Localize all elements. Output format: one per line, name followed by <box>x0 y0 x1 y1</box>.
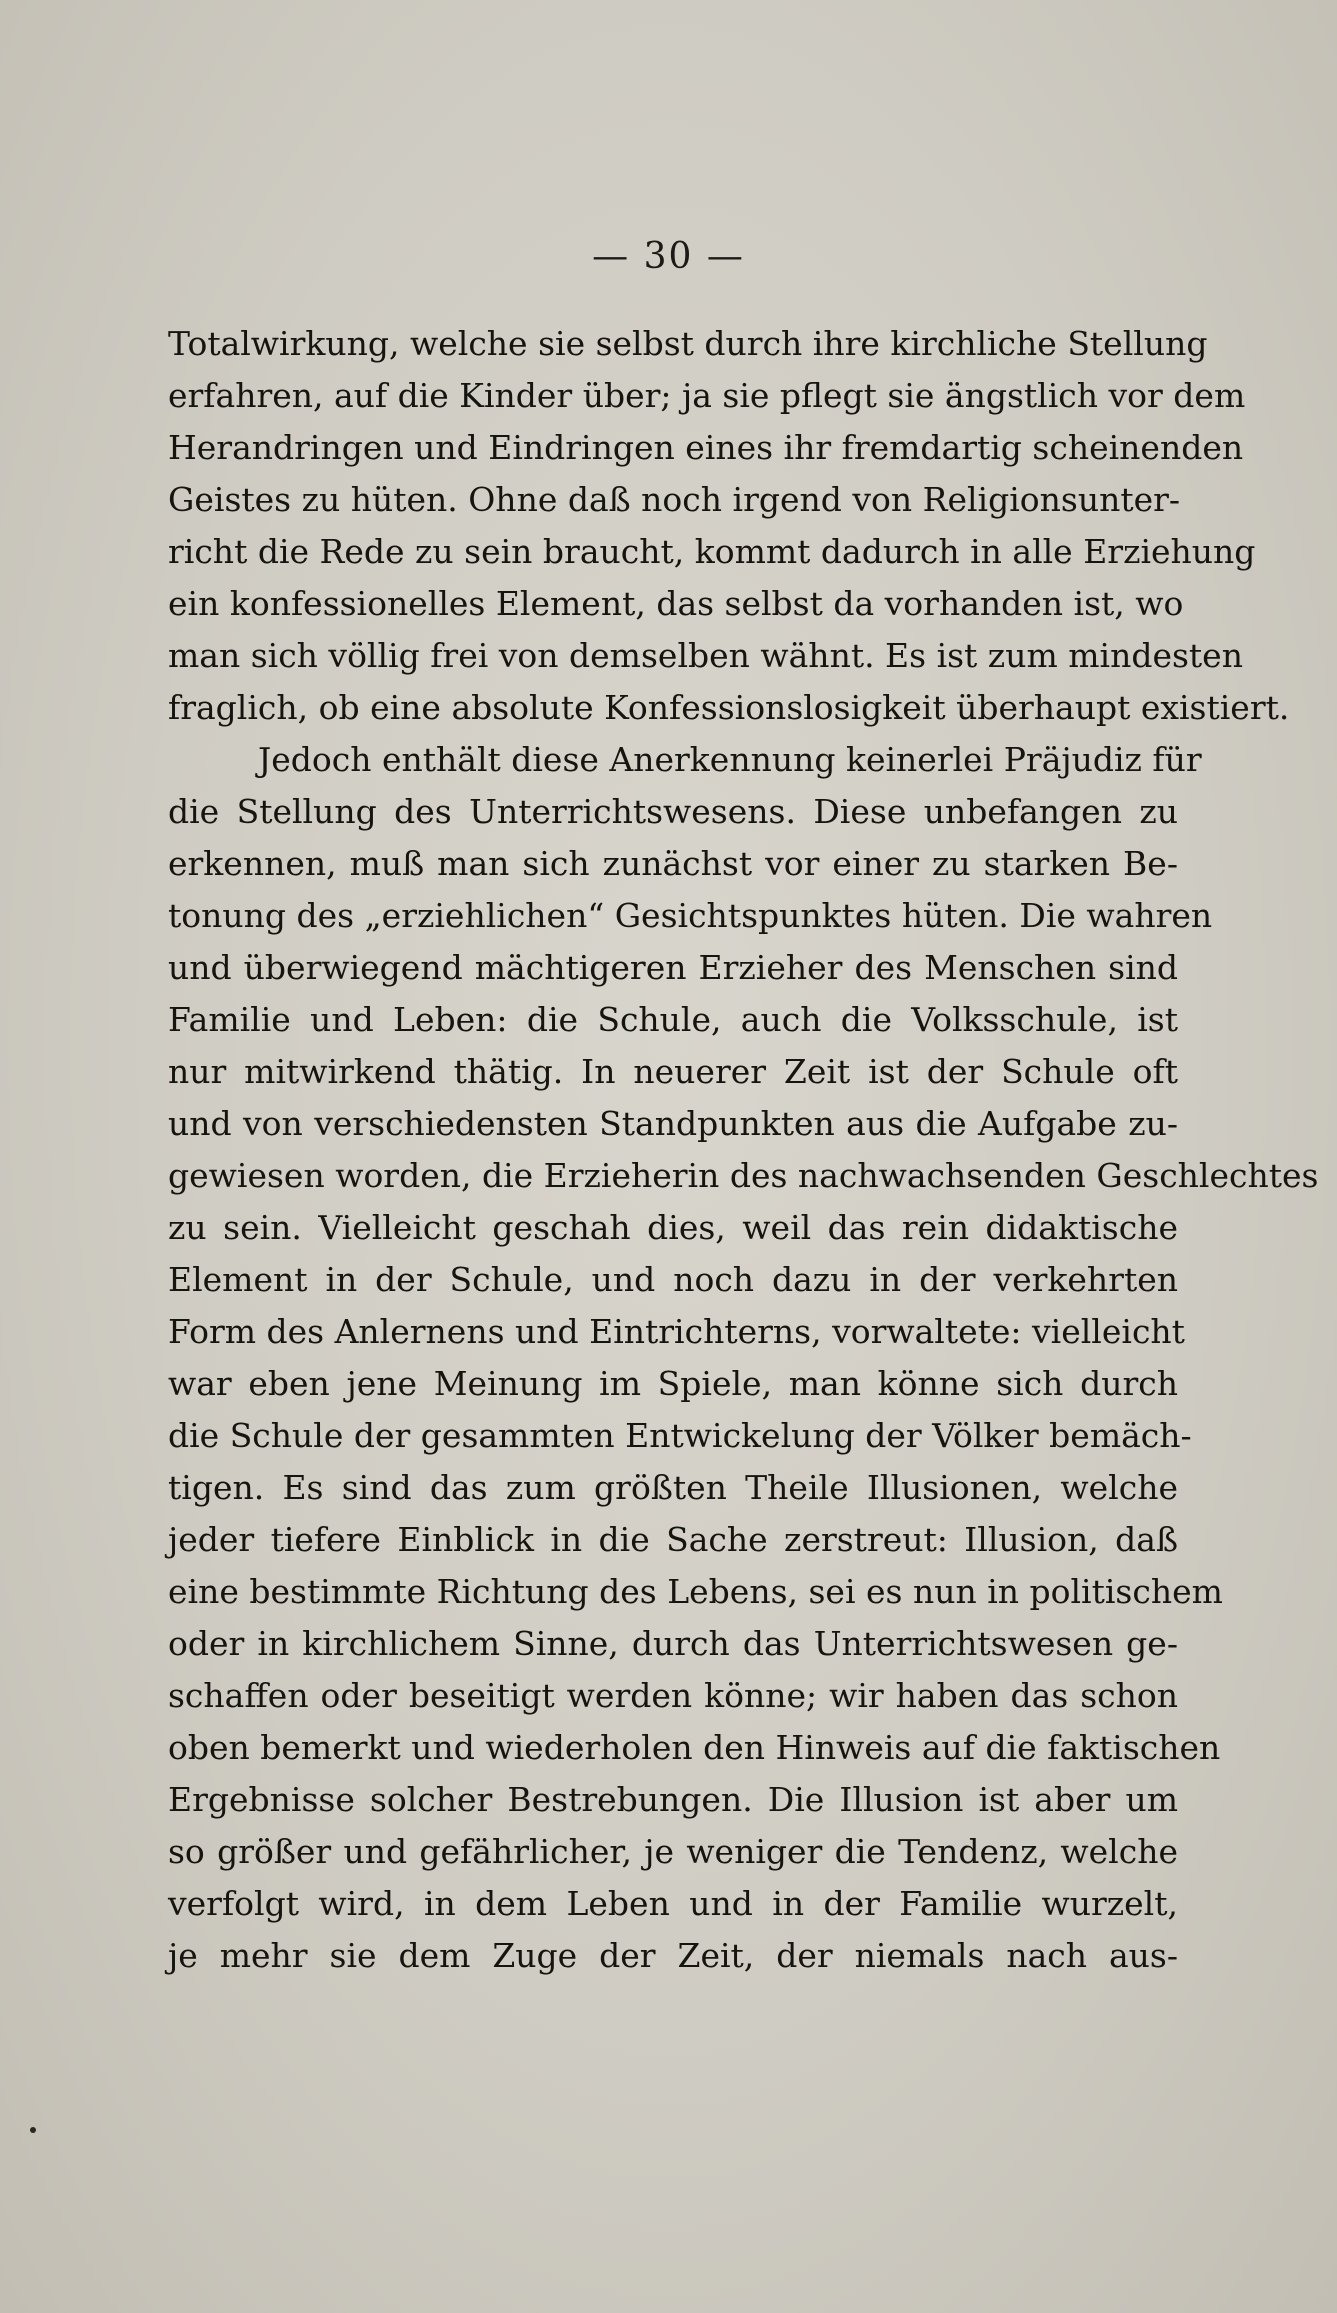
text-line: Element in der Schule, und noch dazu in der verkehrten <box>168 1260 1178 1299</box>
text-line: fraglich, ob eine absolute Konfessionslosigkeit überhaupt existiert. <box>168 688 1290 727</box>
text-line: man sich völlig frei von demselben wähnt. Es ist zum mindesten <box>168 636 1243 675</box>
text-line: Geistes zu hüten. Ohne daß noch irgend von Religionsunter- <box>168 480 1181 519</box>
text-line: tonung des „erziehlichen“ Gesichtspunktes hüten. Die wahren <box>168 896 1213 935</box>
text-line: oben bemerkt und wiederholen den Hinweis auf die faktischen <box>168 1728 1221 1767</box>
text-line: Ergebnisse solcher Bestrebungen. Die Illusion ist aber um <box>168 1780 1178 1819</box>
text-line: die Schule der gesammten Entwickelung der Völker bemäch- <box>168 1416 1192 1455</box>
text-line: verfolgt wird, in dem Leben und in der Familie wurzelt, <box>168 1884 1178 1923</box>
text-line: Herandringen und Eindringen eines ihr fremdartig scheinenden <box>168 428 1244 467</box>
text-line: war eben jene Meinung im Spiele, man könne sich durch <box>168 1364 1178 1403</box>
text-line: erfahren, auf die Kinder über; ja sie pflegt sie ängstlich vor dem <box>168 376 1246 415</box>
text-line: eine bestimmte Richtung des Lebens, sei es nun in politischem <box>168 1572 1223 1611</box>
paragraph-start-line: Jedoch enthält diese Anerkennung keinerlei Präjudiz für <box>258 740 1202 779</box>
text-line: ein konfessionelles Element, das selbst da vorhanden ist, wo <box>168 584 1184 623</box>
text-line: so größer und gefährlicher, je weniger die Tendenz, welche <box>168 1832 1178 1871</box>
text-line: jeder tiefere Einblick in die Sache zerstreut: Illusion, daß <box>168 1520 1178 1559</box>
text-line: zu sein. Vielleicht geschah dies, weil das rein didaktische <box>168 1208 1178 1247</box>
text-line: und von verschiedensten Standpunkten aus die Aufgabe zu- <box>168 1104 1178 1143</box>
body-text <box>168 318 1319 1982</box>
page-number: — 30 — <box>592 236 745 277</box>
text-line: erkennen, muß man sich zunächst vor einer zu starken Be- <box>168 844 1178 883</box>
text-line: nur mitwirkend thätig. In neuerer Zeit ist der Schule oft <box>168 1052 1178 1091</box>
text-line: Familie und Leben: die Schule, auch die Volksschule, ist <box>168 1000 1178 1039</box>
text-line: richt die Rede zu sein braucht, kommt dadurch in alle Erziehung <box>168 532 1256 571</box>
text-line: und überwiegend mächtigeren Erzieher des Menschen sind <box>168 948 1178 987</box>
text-line: schaffen oder beseitigt werden könne; wir haben das schon <box>168 1676 1178 1715</box>
text-line: Totalwirkung, welche sie selbst durch ihre kirchliche Stellung <box>168 324 1208 363</box>
text-line: die Stellung des Unterrichtswesens. Diese unbefangen zu <box>168 792 1178 831</box>
text-line: gewiesen worden, die Erzieherin des nachwachsenden Geschlechtes <box>168 1156 1319 1195</box>
text-line: Form des Anlernens und Eintrichterns, vorwaltete: vielleicht <box>168 1312 1185 1351</box>
text-line: tigen. Es sind das zum größten Theile Illusionen, welche <box>168 1468 1178 1507</box>
text-line: oder in kirchlichem Sinne, durch das Unterrichtswesen ge- <box>168 1624 1178 1663</box>
text-line: je mehr sie dem Zuge der Zeit, der niemals nach aus- <box>168 1936 1178 1975</box>
ink-speck <box>30 2127 36 2133</box>
